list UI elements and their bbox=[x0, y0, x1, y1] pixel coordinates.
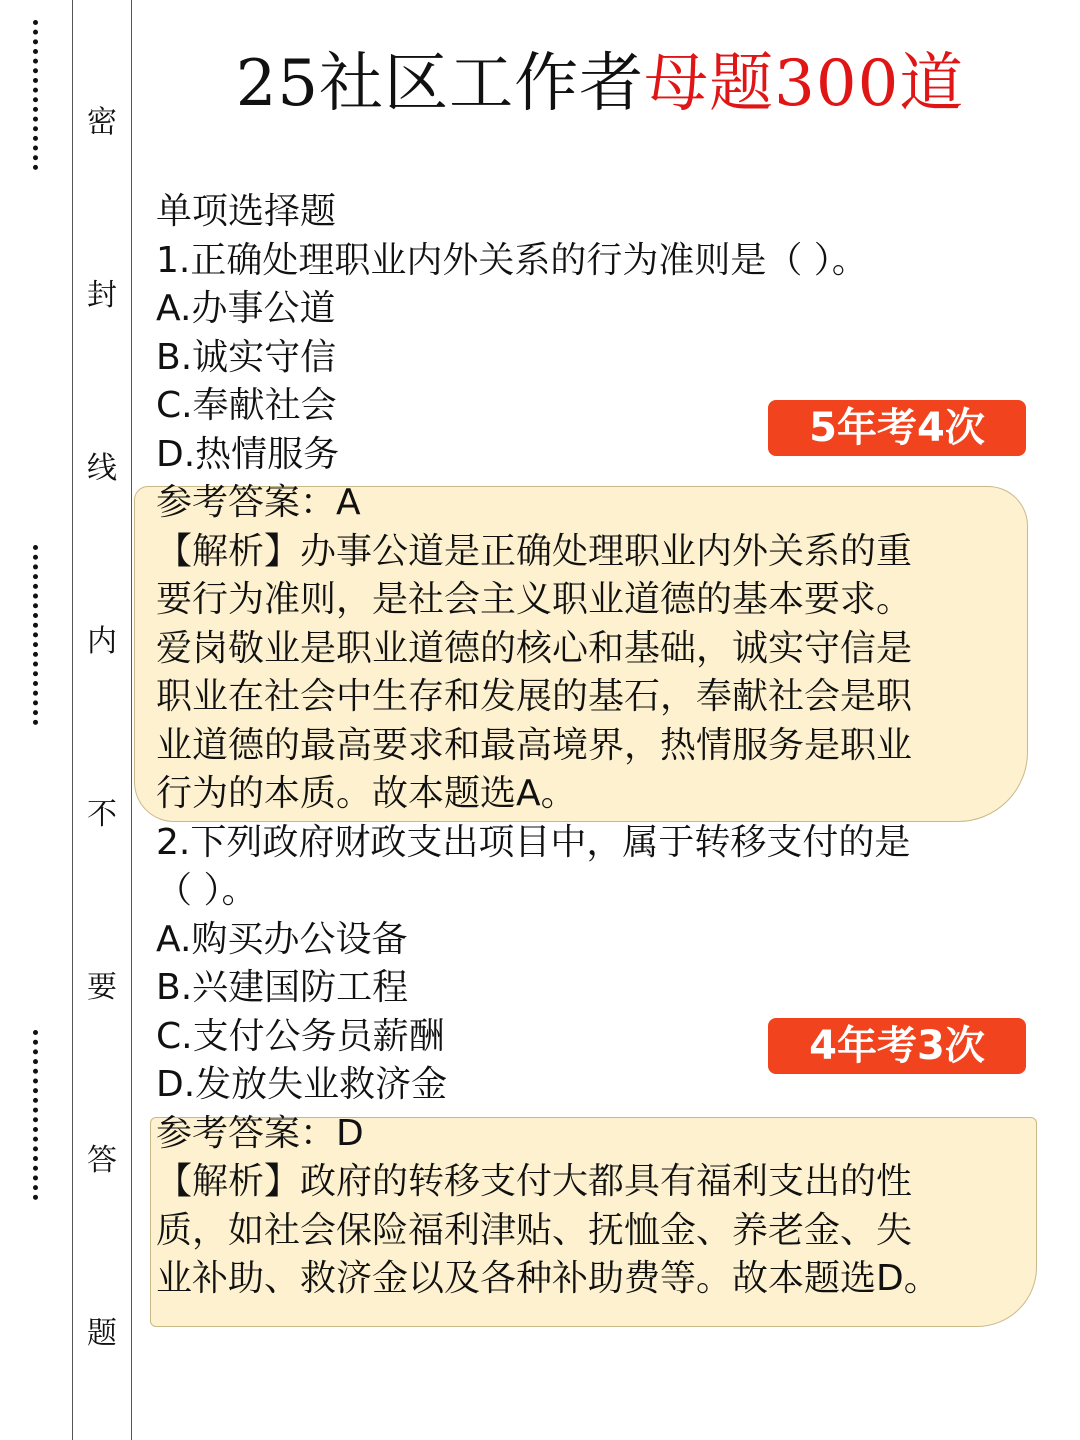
q1-analysis-line: 【解析】办事公道是正确处理职业内外关系的重 bbox=[156, 530, 913, 572]
q1-option-d: D.热情服务 bbox=[156, 433, 340, 475]
fold-line bbox=[131, 0, 132, 1440]
q1-option-a: A.办事公道 bbox=[156, 288, 336, 329]
seal-char: 答 bbox=[87, 1143, 117, 1178]
q2-answer: 参考答案：D bbox=[156, 1112, 364, 1154]
q1-analysis-line: 职业在社会中生存和发展的基石，奉献社会是职 bbox=[156, 676, 913, 717]
q1-analysis-line: 要行为准则，是社会主义职业道德的基本要求。 bbox=[156, 579, 913, 620]
q2-option-d: D.发放失业救济金 bbox=[156, 1064, 448, 1105]
q2-analysis-line: 业补助、救济金以及各种补助费等。故本题选D。 bbox=[156, 1258, 940, 1299]
q2-analysis-line: 【解析】政府的转移支付大都具有福利支出的性 bbox=[156, 1161, 913, 1202]
seal-char: 要 bbox=[87, 970, 117, 1005]
q1-question: 1.正确处理职业内外关系的行为准则是（ ）。 bbox=[156, 239, 868, 281]
exam-id-label bbox=[16, 190, 56, 450]
seal-char: 题 bbox=[87, 1316, 117, 1351]
q1-analysis-line: 行为的本质。故本题选A。 bbox=[156, 773, 577, 814]
q1-analysis-line: 业道德的最高要求和最高境界，热情服务是职业 bbox=[156, 724, 913, 766]
question-content bbox=[156, 188, 1026, 1304]
q1-analysis-line: 爱岗敬业是职业道德的核心和基础，诚实守信是 bbox=[156, 627, 913, 669]
seal-char: 线 bbox=[87, 451, 117, 486]
q1-answer: 参考答案：A bbox=[156, 482, 361, 523]
fold-line bbox=[72, 0, 73, 1440]
q1-option-b: B.诚实守信 bbox=[156, 336, 337, 378]
dotted-line bbox=[33, 20, 38, 170]
page-title bbox=[150, 40, 1050, 128]
q2-option-b: B.兴建国防工程 bbox=[156, 967, 409, 1008]
q2-analysis-line: 质，如社会保险福利津贴、抚恤金、养老金、失 bbox=[156, 1209, 913, 1251]
q2-option-c: C.支付公务员薪酬 bbox=[156, 1015, 445, 1057]
q2-option-a: A.购买办公设备 bbox=[156, 918, 408, 960]
q2-question-cont: （ ）。 bbox=[156, 870, 258, 911]
dotted-line bbox=[33, 545, 38, 725]
section-title: 单项选择题 bbox=[156, 191, 337, 232]
dotted-line bbox=[33, 1030, 38, 1200]
seal-line-text bbox=[74, 0, 130, 1440]
title-highlight: 母题300道 bbox=[644, 47, 965, 121]
seal-char: 封 bbox=[87, 278, 117, 313]
q1-option-c: C.奉献社会 bbox=[156, 385, 337, 426]
seal-char: 密 bbox=[87, 105, 117, 140]
frequency-badge-q1: 5年考4次 bbox=[768, 400, 1026, 456]
name-label bbox=[16, 740, 56, 880]
title-main: 25社区工作者 bbox=[235, 47, 645, 121]
seal-char: 内 bbox=[87, 624, 117, 659]
frequency-badge-q2: 4年考3次 bbox=[768, 1018, 1026, 1074]
binding-margin bbox=[16, 20, 56, 1420]
q2-question: 2.下列政府财政支出项目中，属于转移支付的是 bbox=[156, 821, 911, 863]
exam-room-label bbox=[16, 1220, 56, 1410]
seal-char: 不 bbox=[87, 797, 117, 832]
